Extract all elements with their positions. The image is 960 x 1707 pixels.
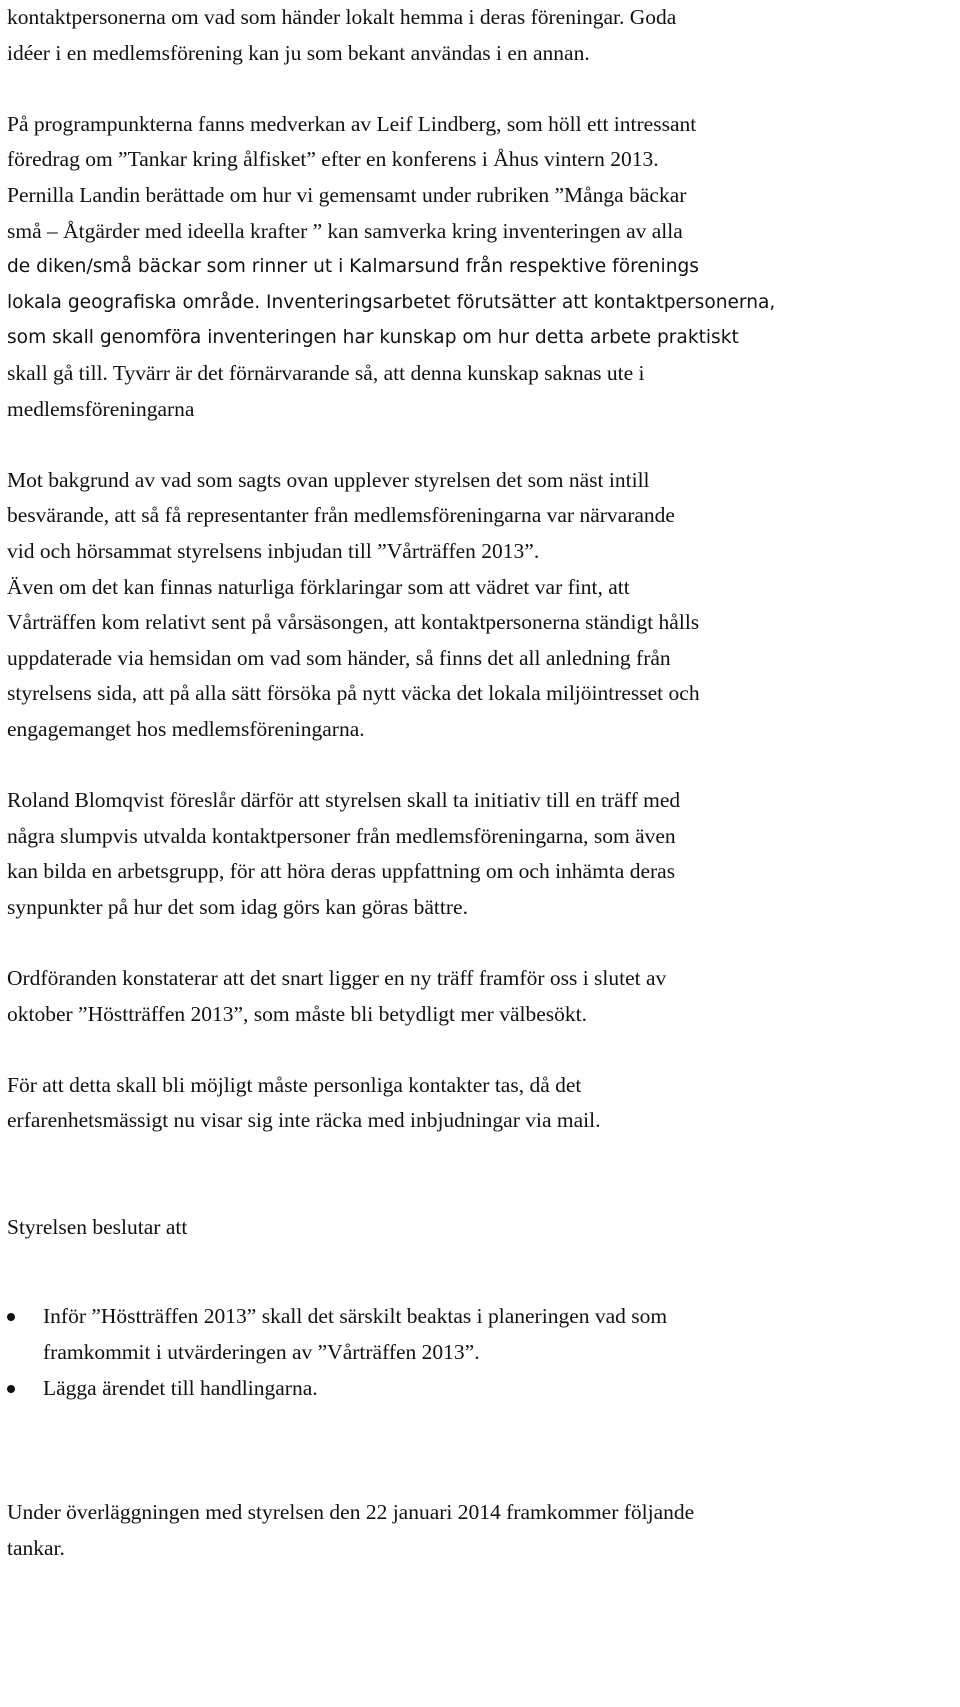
- text-line: uppdaterade via hemsidan om vad som händer, så finns det all anledning från: [7, 645, 671, 670]
- bullet-icon: [7, 1313, 15, 1321]
- text-line: tankar.: [7, 1535, 65, 1560]
- text-line: besvärande, att så få representanter från medlemsföreningarna var närvarande: [7, 503, 675, 528]
- text-line: Under överläggningen med styrelsen den 22 januari 2014 framkommer följande: [7, 1500, 695, 1525]
- chair-paragraph: [7, 961, 955, 1032]
- paragraph-spacer: [7, 1032, 955, 1068]
- paragraph-spacer: [7, 1139, 955, 1175]
- contacts-paragraph: [7, 1068, 955, 1139]
- paragraph-spacer: [7, 1477, 955, 1495]
- final-paragraph: [7, 1495, 955, 1566]
- text-line: föredrag om ”Tankar kring ålfisket” efter en konferens i Åhus vintern 2013.: [7, 147, 659, 172]
- text-line: de diken/små bäckar som rinner ut i Kalmarsund från respektive förenings: [7, 256, 699, 278]
- text-line: oktober ”Höstträffen 2013”, som måste bli betydligt mer välbesökt.: [7, 1001, 587, 1026]
- paragraph-spacer: [7, 747, 955, 783]
- decision-list-item: [7, 1299, 955, 1370]
- paragraph-spacer: [7, 1175, 955, 1211]
- text-line: kan bilda en arbetsgrupp, för att höra deras uppfattning om och inhämta deras: [7, 859, 676, 884]
- paragraph-spacer: [7, 71, 955, 107]
- text-line: På programpunkterna fanns medverkan av Leif Lindberg, som höll ett intressant: [7, 111, 697, 136]
- text-line: Inför ”Höstträffen 2013” skall det särskilt beaktas i planeringen vad som: [43, 1304, 668, 1329]
- program-paragraph: [7, 107, 955, 427]
- text-line: några slumpvis utvalda kontaktpersoner från medlemsföreningarna, som även: [7, 823, 676, 848]
- text-line: Pernilla Landin berättade om hur vi gemensamt under rubriken ”Många bäckar: [7, 182, 687, 207]
- text-line: Lägga ärendet till handlingarna.: [43, 1375, 318, 1400]
- document-page: [7, 0, 955, 1567]
- text-line: Vårträffen kom relativt sent på vårsäsongen, att kontaktpersonerna ständigt hålls: [7, 610, 700, 635]
- text-line: framkommit i utvärderingen av ”Vårträffen 2013”.: [43, 1339, 480, 1364]
- text-line: skall gå till. Tyvärr är det förnärvarande så, att denna kunskap saknas ute i: [7, 360, 645, 385]
- paragraph-spacer: [7, 1406, 955, 1442]
- paragraph-spacer: [7, 427, 955, 463]
- intro-paragraph: [7, 0, 955, 71]
- paragraph-spacer: [7, 1442, 955, 1478]
- text-line: små – Åtgärder med ideella krafter ” kan samverka kring inventeringen av alla: [7, 218, 683, 243]
- text-line: Mot bakgrund av vad som sagts ovan upplever styrelsen det som näst intill: [7, 467, 650, 492]
- text-line: som skall genomföra inventeringen har kunskap om hur detta arbete praktiskt: [7, 327, 739, 349]
- text-line: erfarenhetsmässigt nu visar sig inte räcka med inbjudningar via mail.: [7, 1108, 601, 1133]
- decision-section: [7, 1210, 955, 1406]
- text-line: kontaktpersonerna om vad som händer lokalt hemma i deras föreningar. Goda: [7, 5, 677, 29]
- paragraph-spacer: [7, 1281, 955, 1299]
- text-line: Roland Blomqvist föreslår därför att styrelsen skall ta initiativ till en träff med: [7, 788, 681, 813]
- paragraph-spacer: [7, 925, 955, 961]
- decision-heading: Styrelsen beslutar att: [7, 1215, 188, 1240]
- text-line: För att detta skall bli möjligt måste personliga kontakter tas, då det: [7, 1072, 582, 1097]
- text-line: lokala geografiska område. Inventeringsarbetet förutsätter att kontaktpersonerna,: [7, 291, 776, 313]
- text-line: Även om det kan finnas naturliga förklaringar som att vädret var fint, att: [7, 574, 630, 599]
- text-line: synpunkter på hur det som idag görs kan göras bättre.: [7, 894, 468, 919]
- text-line: Ordföranden konstaterar att det snart ligger en ny träff framför oss i slutet av: [7, 966, 667, 991]
- text-line: styrelsens sida, att på alla sätt försöka på nytt väcka det lokala miljöintresset och: [7, 681, 700, 706]
- background-paragraph: [7, 463, 955, 748]
- decision-list-item: [7, 1371, 955, 1407]
- bullet-icon: [7, 1385, 15, 1393]
- text-line: engagemanget hos medlemsföreningarna.: [7, 716, 365, 741]
- text-line: medlemsföreningarna: [7, 396, 195, 421]
- paragraph-spacer: [7, 1246, 955, 1282]
- text-line: vid och hörsammat styrelsens inbjudan till ”Vårträffen 2013”.: [7, 538, 540, 563]
- roland-paragraph: [7, 783, 955, 925]
- text-line: idéer i en medlemsförening kan ju som bekant användas i en annan.: [7, 40, 590, 65]
